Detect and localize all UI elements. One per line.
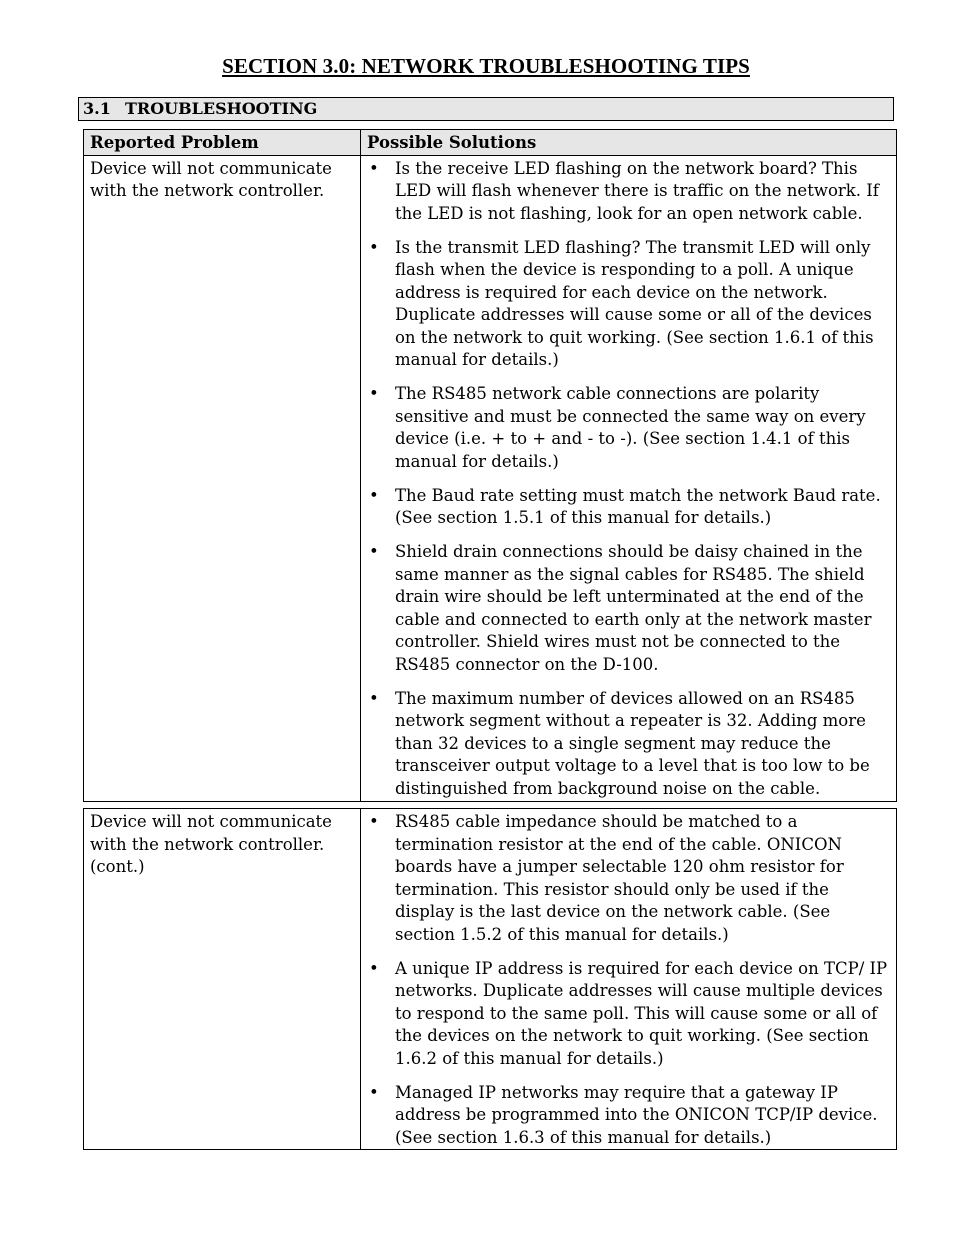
solution-text: The RS485 network cable connections are polarity sensitive and must be connected the same way on every device (i.e. + to + and - to -). (See section 1.4.1 of this manual for details.)	[395, 384, 866, 471]
bullet-icon: •	[369, 384, 379, 403]
solution-item	[367, 541, 892, 676]
reported-problem-cell: Device will not communicate with the network controller. (cont.)	[84, 809, 361, 1150]
solution-text: A unique IP address is required for each device on TCP/ IP networks. Duplicate addresses will cause multiple devices to respond to the same poll. This will cause some or all of the devices on the network to quit working. (See section 1.6.2 of this manual for details.)	[395, 958, 888, 1068]
solution-item	[367, 688, 892, 801]
bullet-icon: •	[369, 958, 379, 978]
bullet-icon: •	[369, 485, 379, 505]
page-title: SECTION 3.0: NETWORK TROUBLESHOOTING TIPS	[222, 54, 750, 78]
bullet-icon: •	[369, 688, 379, 708]
bullet-icon: •	[369, 542, 379, 561]
possible-solutions-cell	[361, 155, 897, 801]
table-row	[84, 155, 897, 801]
troubleshooting-table-continued	[83, 808, 897, 1150]
solution-text: Shield drain connections should be daisy chained in the same manner as the signal cables for RS485. The shield drain wire should be left unterminated at the end of the cable and connected to earth only at the network master controller. Shield wires must not be connected to the RS485 connector on the D-100.	[395, 542, 872, 674]
troubleshooting-table	[83, 129, 897, 802]
bullet-icon: •	[369, 158, 379, 178]
section-title: TROUBLESHOOTING	[125, 99, 318, 118]
table-header-row	[84, 130, 897, 156]
section-number: 3.1	[83, 99, 111, 118]
section-heading	[78, 97, 894, 121]
solution-item	[367, 811, 892, 946]
bullet-icon: •	[369, 1082, 379, 1102]
solution-item	[367, 237, 892, 372]
column-header-possible-solutions: Possible Solutions	[361, 130, 897, 156]
table-row	[84, 809, 897, 1150]
solution-text: Managed IP networks may require that a gateway IP address be programmed into the ONICON TCP/IP device. (See section 1.6.3 of this manual for details.)	[395, 1082, 878, 1147]
solution-text: The maximum number of devices allowed on an RS485 network segment without a repeater is 32. Adding more than 32 devices to a single segment may reduce the transceiver output voltage to a level that is too low to be distinguished from background noise on the cable.	[395, 688, 870, 798]
solution-text: RS485 cable impedance should be matched to a termination resistor at the end of the cable. ONICON boards have a jumper selectable 120 ohm resistor for termination. This resistor should only be used if the display is the last device on the network cable. (See section 1.5.2 of this manual for details.)	[395, 812, 844, 944]
solution-item	[367, 485, 892, 530]
solution-item	[367, 158, 892, 226]
reported-problem-cell: Device will not communicate with the network controller.	[84, 155, 361, 801]
solution-text: Is the transmit LED flashing? The transmit LED will only flash when the device is responding to a poll. A unique address is required for each device on the network. Duplicate addresses will cause some or all of the devices on the network to quit working. (See section 1.6.1 of this manual for details.)	[395, 237, 874, 369]
solutions-list	[367, 158, 892, 801]
column-header-reported-problem: Reported Problem	[84, 130, 361, 156]
solution-item	[367, 1082, 892, 1150]
solution-item	[367, 958, 892, 1071]
solutions-list	[367, 811, 892, 1149]
solution-text: The Baud rate setting must match the network Baud rate. (See section 1.5.1 of this manual for details.)	[395, 485, 881, 527]
bullet-icon: •	[369, 812, 379, 831]
bullet-icon: •	[369, 237, 379, 257]
solution-item	[367, 383, 892, 473]
solution-text: Is the receive LED flashing on the network board? This LED will flash whenever there is traffic on the network. If the LED is not flashing, look for an open network cable.	[395, 158, 879, 223]
possible-solutions-cell	[361, 809, 897, 1150]
